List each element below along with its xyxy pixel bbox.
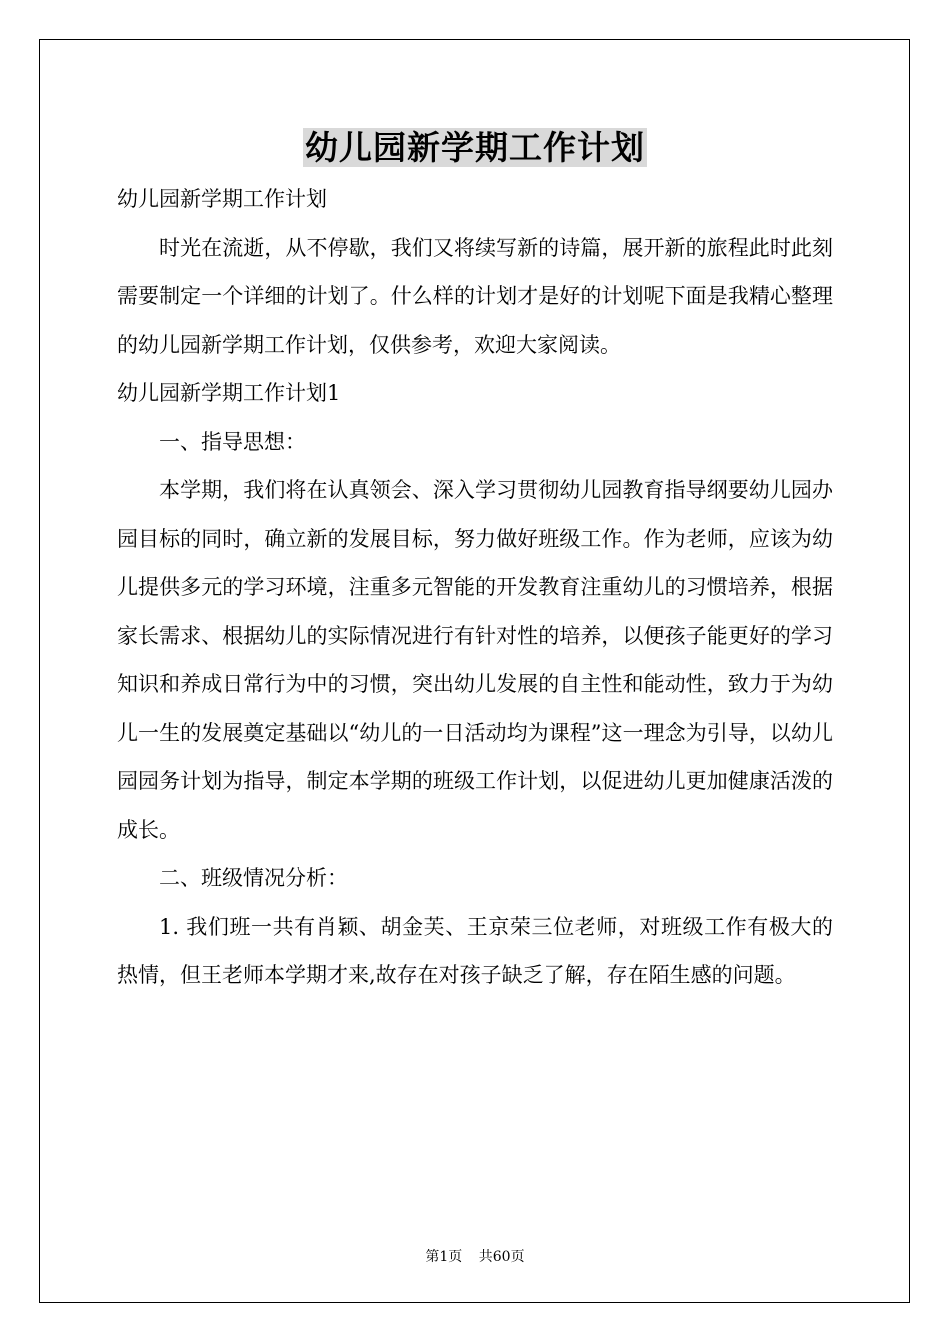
paragraph-intro: 时光在流逝，从不停歇，我们又将续写新的诗篇，展开新的旅程此时此刻需要制定一个详细的计划了。什么样的计划才是好的计划呢下面是我精心整理的幼儿园新学期工作计划，仅供参考，欢迎大家阅读。 <box>117 235 833 357</box>
paragraph-guiding-thought: 本学期，我们将在认真领会、深入学习贯彻幼儿园教育指导纲要幼儿园办园目标的同时，确立新的发展目标，努力做好班级工作。作为老师，应该为幼儿提供多元的学习环境，注重多元智能的开发教育注重幼儿的习惯培养，根据家长需求、根据幼儿的实际情况进行有针对性的培养，以便孩子能更好的学习知识和养成日常行为中的习惯，突出幼儿发展的自主性和能动性，致力于为幼儿一生的发展奠定基础以“幼儿的一日活动均为课程”这一理念为引导，以幼儿园园务计划为指导，制定本学期的班级工作计划，以促进幼儿更加健康活泼的成长。 <box>117 478 833 842</box>
paragraph-heading-class-analysis: 二、班级情况分析： <box>159 866 348 890</box>
page-footer <box>0 1248 950 1266</box>
paragraph-class-analysis-1: 1. 我们班一共有肖颖、胡金芙、王京荣三位老师，对班级工作有极大的热情，但王老师本学期才来,故存在对孩子缺乏了解，存在陌生感的问题。 <box>117 914 833 987</box>
document-title-text: 幼儿园新学期工作计划 <box>305 128 645 167</box>
page-total: 共60页 <box>478 1249 525 1265</box>
page-number: 第1页 <box>425 1249 463 1265</box>
document-title <box>0 126 950 170</box>
document-body <box>117 175 833 1000</box>
paragraph-subtitle: 幼儿园新学期工作计划 <box>117 187 327 211</box>
paragraph-section-heading: 幼儿园新学期工作计划1 <box>117 381 341 405</box>
paragraph-heading-guiding-thought: 一、指导思想： <box>159 429 306 454</box>
